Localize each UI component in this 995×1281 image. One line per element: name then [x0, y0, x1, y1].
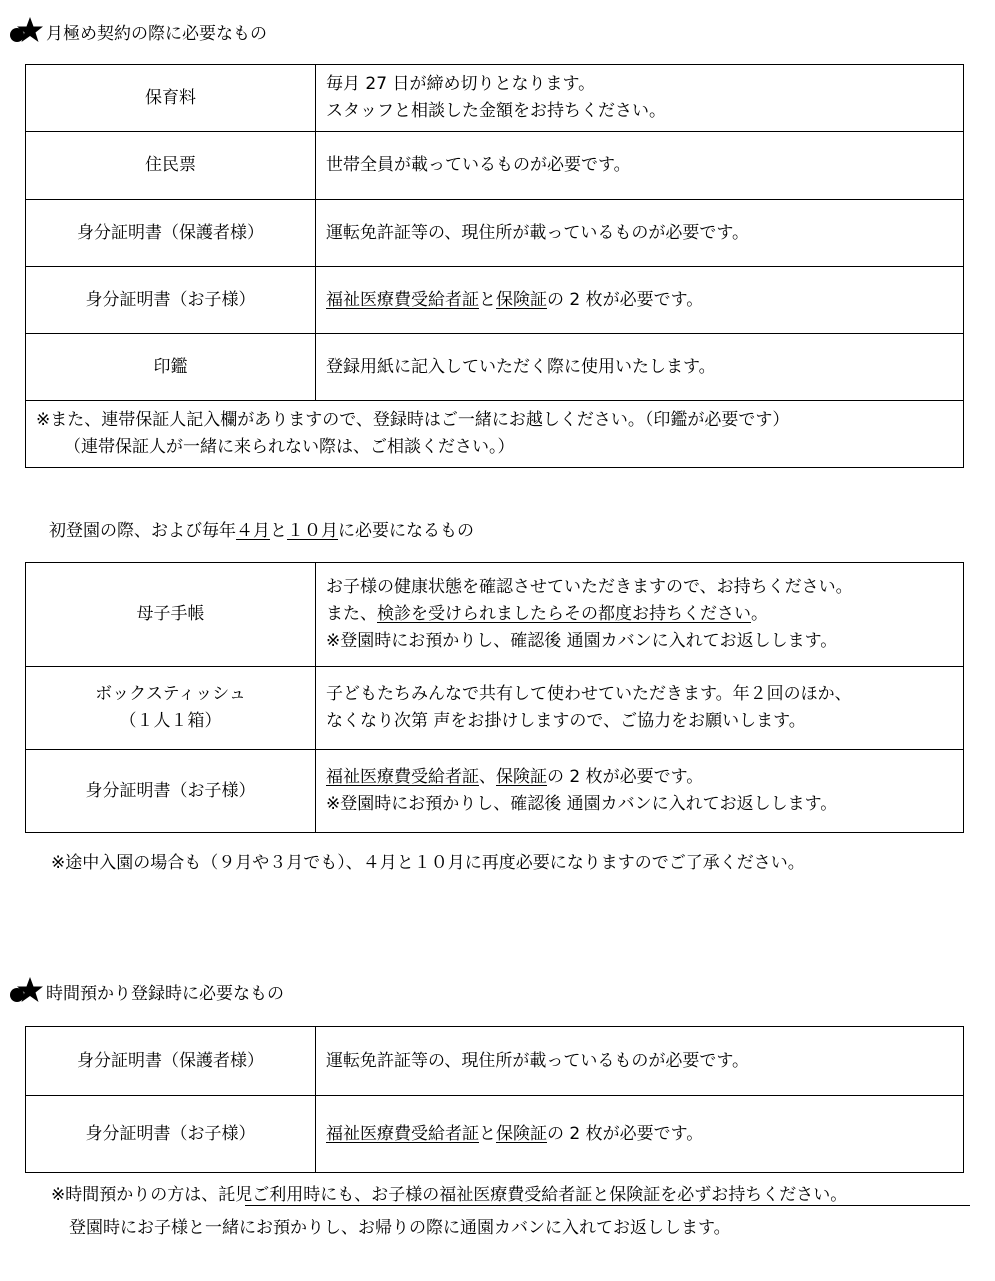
row-content — [316, 334, 964, 401]
content-line: なくなり次第 声をお掛けしますので、ご協力をお願いします。 — [326, 711, 806, 731]
row-content — [316, 563, 964, 667]
content-line — [326, 1121, 963, 1148]
section1-title: 月極め契約の際に必要なもの — [46, 23, 267, 44]
row-content — [316, 65, 964, 132]
row-content — [316, 200, 964, 267]
star-bullet-icon — [8, 16, 44, 46]
content-line: スタッフと相談した金額をお持ちください。 — [326, 101, 666, 121]
october-text: １０月 — [287, 521, 338, 541]
content-line — [326, 287, 963, 314]
health-insurance-text: 保険証 — [496, 767, 547, 787]
health-insurance-text: 保険証 — [496, 1123, 547, 1144]
row-content — [316, 132, 964, 200]
insurance-cert-text: 福祉医療費受給者証 — [326, 289, 479, 310]
content-line: 毎月 27 日が締め切りとなります。 — [326, 74, 596, 94]
label-line: （１人１箱） — [119, 711, 222, 731]
section3-table — [25, 1026, 964, 1173]
row-content — [316, 750, 964, 833]
content-line: 運転免許証等の、現住所が載っているものが必要です。 — [326, 222, 749, 243]
note-line: （連帯保証人が一緒に来られない際は、ご相談ください。） — [64, 437, 515, 457]
row-label: 住民票 — [26, 132, 316, 200]
content-line: 運転免許証等の、現住所が載っているものが必要です。 — [326, 1050, 749, 1071]
star-bullet-icon — [8, 976, 44, 1006]
checkup-text: 検診を受けられましたらその都度お持ちください — [377, 604, 751, 624]
table-row — [26, 65, 964, 132]
table-row — [26, 132, 964, 200]
table-row — [26, 1096, 964, 1173]
insurance-cert-text: 福祉医療費受給者証 — [326, 1123, 479, 1144]
row-label: 印鑑 — [26, 334, 316, 401]
row-content — [316, 1096, 964, 1173]
april-text: ４月 — [236, 521, 270, 541]
section3-footnote-line1: ※時間預かりの方は、託児ご利用時にも、お子様の福祉医療費受給者証と保険証を必ずお持ちください。 — [51, 1185, 848, 1205]
section3-footnote-line2: 登園時にお子様と一緒にお預かりし、お帰りの際に通園カバンに入れてお返しします。 — [69, 1218, 731, 1238]
table-row — [26, 334, 964, 401]
content-text: の 2 枚が必要です。 — [547, 767, 704, 787]
connector-text: と — [479, 1123, 496, 1144]
section1-heading — [8, 16, 267, 46]
row-content — [316, 267, 964, 334]
footnote-underline — [245, 1205, 970, 1206]
table-note — [26, 401, 964, 468]
content-line: 登録用紙に記入していただく際に使用いたします。 — [326, 356, 716, 377]
content-text: 。 — [751, 604, 768, 624]
content-line — [326, 601, 963, 628]
insurance-cert-text: 福祉医療費受給者証 — [326, 767, 479, 787]
row-label: 保育料 — [26, 65, 316, 132]
section2-footnote: ※途中入園の場合も（９月や３月でも）、４月と１０月に再度必要になりますのでご了承ください。 — [51, 853, 805, 873]
content-line — [326, 764, 963, 791]
content-text: また、 — [326, 604, 377, 624]
table-row — [26, 667, 964, 750]
table-row — [26, 1027, 964, 1096]
row-label: 身分証明書（お子様） — [26, 750, 316, 833]
row-label: 身分証明書（保護者様） — [26, 1027, 316, 1096]
row-label: 身分証明書（お子様） — [26, 267, 316, 334]
connector-text: 、 — [479, 767, 496, 787]
table-note-row — [26, 401, 964, 468]
health-insurance-text: 保険証 — [496, 289, 547, 310]
table-row — [26, 200, 964, 267]
title-text: 初登園の際、および毎年 — [49, 521, 236, 541]
content-text: の 2 枚が必要です。 — [547, 1123, 704, 1144]
section1-table — [25, 64, 964, 468]
content-line: ※登園時にお預かりし、確認後 通園カバンに入れてお返しします。 — [326, 631, 838, 651]
section2-table — [25, 562, 964, 833]
section3-title: 時間預かり登録時に必要なもの — [46, 983, 284, 1004]
table-row — [26, 563, 964, 667]
row-content — [316, 667, 964, 750]
note-line: ※また、連帯保証人記入欄がありますので、登録時はご一緒にお越しください。（印鑑が必要です） — [36, 410, 790, 430]
row-label — [26, 667, 316, 750]
content-text: の 2 枚が必要です。 — [547, 289, 704, 310]
content-line: お子様の健康状態を確認させていただきますので、お持ちください。 — [326, 577, 853, 597]
content-line: ※登園時にお預かりし、確認後 通園カバンに入れてお返しします。 — [326, 794, 838, 814]
section3-heading — [8, 976, 284, 1006]
content-line: 世帯全員が載っているものが必要です。 — [326, 155, 631, 175]
row-label: 身分証明書（保護者様） — [26, 200, 316, 267]
row-content — [316, 1027, 964, 1096]
content-line: 子どもたちみんなで共有して使わせていただきます。年２回のほか、 — [326, 684, 852, 704]
table-row — [26, 750, 964, 833]
section2-title — [49, 516, 474, 541]
title-text: と — [270, 521, 287, 541]
table-row — [26, 267, 964, 334]
title-text: に必要になるもの — [338, 521, 474, 541]
row-label: 母子手帳 — [26, 563, 316, 667]
row-label: 身分証明書（お子様） — [26, 1096, 316, 1173]
connector-text: と — [479, 289, 496, 310]
label-line: ボックスティッシュ — [95, 684, 246, 704]
